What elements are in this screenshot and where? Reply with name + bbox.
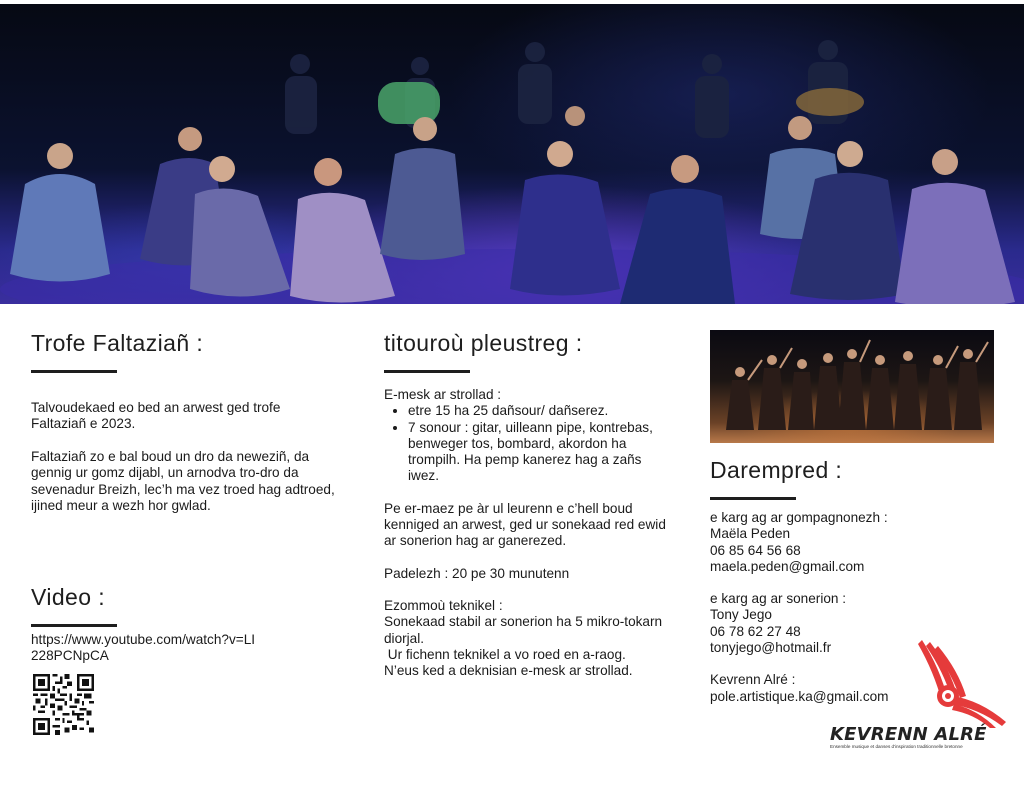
logo-name: KEVRENN ALRÉ	[830, 724, 987, 745]
titourou-tech-line-1: Sonekaad stabil ar sonerion ha 5 mikro-tokarn diorjal.	[384, 614, 663, 646]
titourou-body	[384, 387, 669, 679]
darempred-section	[710, 457, 842, 500]
bird-logo-icon	[830, 638, 1010, 728]
contact-phone[interactable]: 06 78 62 27 48	[710, 623, 801, 639]
contact-email[interactable]: tonyjego@hotmail.fr	[710, 640, 832, 656]
org-label: Kevrenn Alré :	[710, 672, 796, 688]
video-title: Video :	[31, 584, 105, 610]
dancers-illustration	[710, 330, 994, 443]
titourou-paragraph-1: Pe er-maez pe àr ul leurenn e c’hell boud kenniged an arwest, ged ur sonekaad red ewid ar sonerion hag ar ganerezed.	[384, 500, 666, 549]
video-section	[31, 584, 117, 627]
list-item: • 7 sonour : gitar, uilleann pipe, kontrebas, benweger tos, bombard, akordon ha trompilh. Ha pemp kanerez hag a zañs iwez.	[408, 420, 669, 485]
titourou-bullet-list	[384, 403, 669, 484]
hero-stage-photo	[0, 4, 1024, 304]
trofe-title: Trofe Faltaziañ :	[31, 330, 204, 356]
video-title-underline	[31, 624, 117, 627]
video-url-link[interactable]: https://www.youtube.com/watch?v=LI228PCNpCA	[31, 632, 256, 664]
trofe-section	[31, 330, 203, 373]
titourou-duration: Padelezh : 20 pe 30 munutenn	[384, 565, 570, 581]
titourou-title-underline	[384, 370, 470, 373]
qr-code-icon[interactable]	[33, 674, 94, 735]
contact-role: e karg ag ar gompagnonezh :	[710, 510, 888, 525]
titourou-section	[384, 330, 583, 373]
titourou-lead: E-mesk ar strollad :	[384, 387, 502, 402]
darempred-title: Darempred :	[710, 457, 843, 483]
contact-phone[interactable]: 06 85 64 56 68	[710, 542, 801, 558]
dance-photo	[710, 330, 994, 443]
darempred-title-underline	[710, 497, 796, 500]
contact-role: e karg ag ar sonerion :	[710, 591, 847, 607]
titourou-title: titouroù pleustreg :	[384, 330, 583, 356]
trofe-title-underline	[31, 370, 117, 373]
titourou-tech-heading: Ezommoù teknikel :	[384, 597, 503, 613]
titourou-tech-line-2: Ur fichenn teknikel a vo roed en a-raog.	[384, 646, 626, 662]
titourou-tech-line-3: N’eus ked a deknisian e-mesk ar strollad.	[384, 663, 633, 679]
contact-name: Maëla Peden	[710, 526, 791, 542]
trofe-paragraph-1: Talvoudekaed eo bed an arwest ged trofe Faltaziañ e 2023.	[31, 400, 281, 432]
contact-name: Tony Jego	[710, 607, 772, 623]
kevrenn-alre-logo	[830, 638, 1010, 754]
logo-tagline: Ensemble musique et danses d'inspiration traditionnelle bretonne	[830, 744, 963, 749]
org-email[interactable]: pole.artistique.ka@gmail.com	[710, 688, 889, 704]
trofe-paragraph-2: Faltaziañ zo e bal boud un dro da neweziñ, da gennig ur gomz dijabl, un arnodva tro-dro da sevenadur Breizh, lec’h ma vez troed hag adtroed, ijined meur a wezh hor gwlad.	[31, 449, 335, 513]
list-item: • etre 15 ha 25 dañsour/ dañserez.	[408, 403, 669, 419]
stage-performers-illustration	[0, 4, 1024, 304]
contact-email[interactable]: maela.peden@gmail.com	[710, 558, 865, 574]
